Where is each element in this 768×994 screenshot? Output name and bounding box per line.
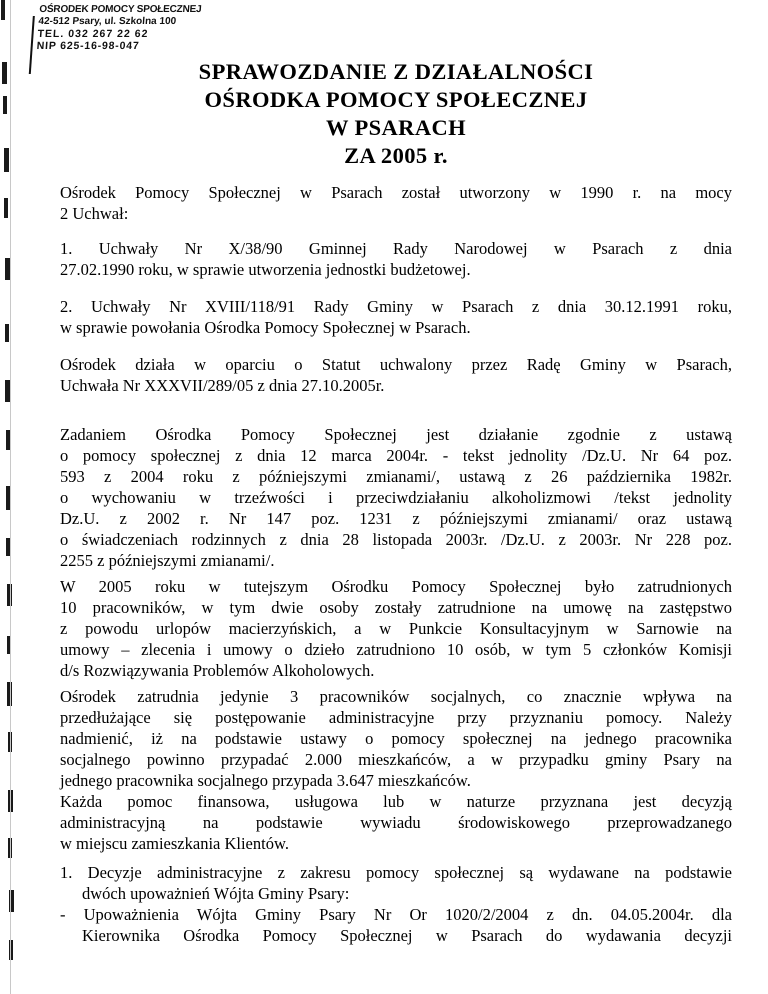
text-line: Ośrodek działa w oparciu o Statut uchwalony przez Radę Gminy w Psarach,	[60, 355, 732, 374]
text-line: umowy – zlecenia i umowy o dzieło zatrudniono 10 osób, w tym 5 członków Komisji	[60, 640, 732, 659]
stamp-phone: TEL. 032 267 22 62	[37, 28, 149, 40]
text-line: 2. Uchwały Nr XVIII/118/91 Rady Gminy w Psarach z dnia 30.12.1991 roku,	[60, 297, 732, 316]
office-stamp	[36, 4, 259, 52]
text-line: 1. Uchwały Nr X/38/90 Gminnej Rady Narodowej w Psarach z dnia	[60, 239, 732, 258]
stamp-address: 42-512 Psary, ul. Szkolna 100	[38, 16, 177, 27]
text-line: Kierownika Ośrodka Pomocy Społecznej w Psarach do wydawania decyzji	[82, 926, 732, 945]
paragraph-resolution-1	[60, 238, 732, 280]
stamp-nip: NIP 625-16-98-047	[36, 40, 140, 52]
title-line-1: SPRAWOZDANIE Z DZIAŁALNOŚCI	[198, 59, 594, 84]
title-line-2: OŚRODKA POMOCY SPOŁECZNEJ	[204, 87, 588, 112]
text-line: Każda pomoc finansowa, usługowa lub w naturze przyznana jest decyzją	[60, 792, 732, 811]
text-line: Ośrodek zatrudnia jedynie 3 pracowników socjalnych, co znacznie wpływa na	[60, 687, 732, 706]
stamp-office-name: OŚRODEK POMOCY SPOŁECZNEJ	[38, 4, 202, 15]
paragraph-tasks	[60, 424, 732, 571]
text-line: 2255 z późniejszymi zmianami/.	[60, 551, 275, 570]
text-line: Ośrodek Pomocy Społecznej w Psarach został utworzony w 1990 r. na mocy	[60, 183, 732, 202]
text-line: 10 pracowników, w tym dwie osoby zostały zatrudnione na umowę na zastępstwo	[60, 598, 732, 617]
paragraph-employment	[60, 576, 732, 681]
text-line: 1. Decyzje administracyjne z zakresu pomocy społecznej są wydawane na podstawie	[60, 863, 732, 882]
text-line: jednego pracownika socjalnego przypada 3.647 mieszkańców.	[60, 771, 471, 790]
text-line: Uchwała Nr XXXVII/289/05 z dnia 27.10.2005r.	[60, 376, 385, 395]
text-line: - Upoważnienia Wójta Gminy Psary Nr Or 1020/2/2004 z dn. 04.05.2004r. dla	[60, 905, 732, 924]
paragraph-resolution-2	[60, 296, 732, 338]
title-line-4: ZA 2005 r.	[344, 143, 448, 168]
text-line: w miejscu zamieszkania Klientów.	[60, 834, 289, 853]
text-line: nadmienić, iż na podstawie ustawy o pomocy społecznej na jednego pracownika	[60, 729, 732, 748]
text-line: 593 z 2004 roku z późniejszymi zmianami/, ustawą z 26 października 1982r.	[60, 467, 732, 486]
text-line: 27.02.1990 roku, w sprawie utworzenia jednostki budżetowej.	[60, 260, 471, 279]
text-line: w sprawie powołania Ośrodka Pomocy Społecznej w Psarach.	[60, 318, 471, 337]
text-line: dwóch upoważnień Wójta Gminy Psary:	[82, 884, 350, 903]
scan-edge-shadow	[0, 0, 34, 994]
text-line: przedłużające się postępowanie administracyjne przy przyznaniu pomocy. Należy	[60, 708, 732, 727]
text-line: W 2005 roku w tutejszym Ośrodku Pomocy Społecznej było zatrudnionych	[60, 577, 732, 596]
title-line-3: W PSARACH	[325, 115, 467, 140]
text-line: 2 Uchwał:	[60, 204, 129, 223]
paragraph-founding	[60, 182, 732, 224]
text-line: o świadczeniach rodzinnych z dnia 28 listopada 2003r. /Dz.U. z 2003r. Nr 228 poz.	[60, 530, 732, 549]
text-line: d/s Rozwiązywania Problemów Alkoholowych.	[60, 661, 375, 680]
text-line: o wychowaniu w trzeźwości i przeciwdziałaniu alkoholizmowi /tekst jednolity	[60, 488, 732, 507]
text-line: socjalnego powinno przypadać 2.000 mieszkańców, a w przypadku gminy Psary na	[60, 750, 732, 769]
document-title	[96, 58, 696, 170]
paragraph-decisions	[60, 862, 732, 946]
paragraph-statute	[60, 354, 732, 396]
text-line: Zadaniem Ośrodka Pomocy Społecznej jest działanie zgodnie z ustawą	[60, 425, 732, 444]
paragraph-social-workers	[60, 686, 732, 854]
text-line: z powodu urlopów macierzyńskich, a w Punkcie Konsultacyjnym w Sarnowie na	[60, 619, 732, 638]
text-line: administracyjną na podstawie wywiadu środowiskowego przeprowadzanego	[60, 813, 732, 832]
text-line: o pomocy społecznej z dnia 12 marca 2004r. - tekst jednolity /Dz.U. Nr 64 poz.	[60, 446, 732, 465]
text-line: Dz.U. z 2002 r. Nr 147 poz. 1231 z późniejszymi zmianami/ oraz ustawą	[60, 509, 732, 528]
